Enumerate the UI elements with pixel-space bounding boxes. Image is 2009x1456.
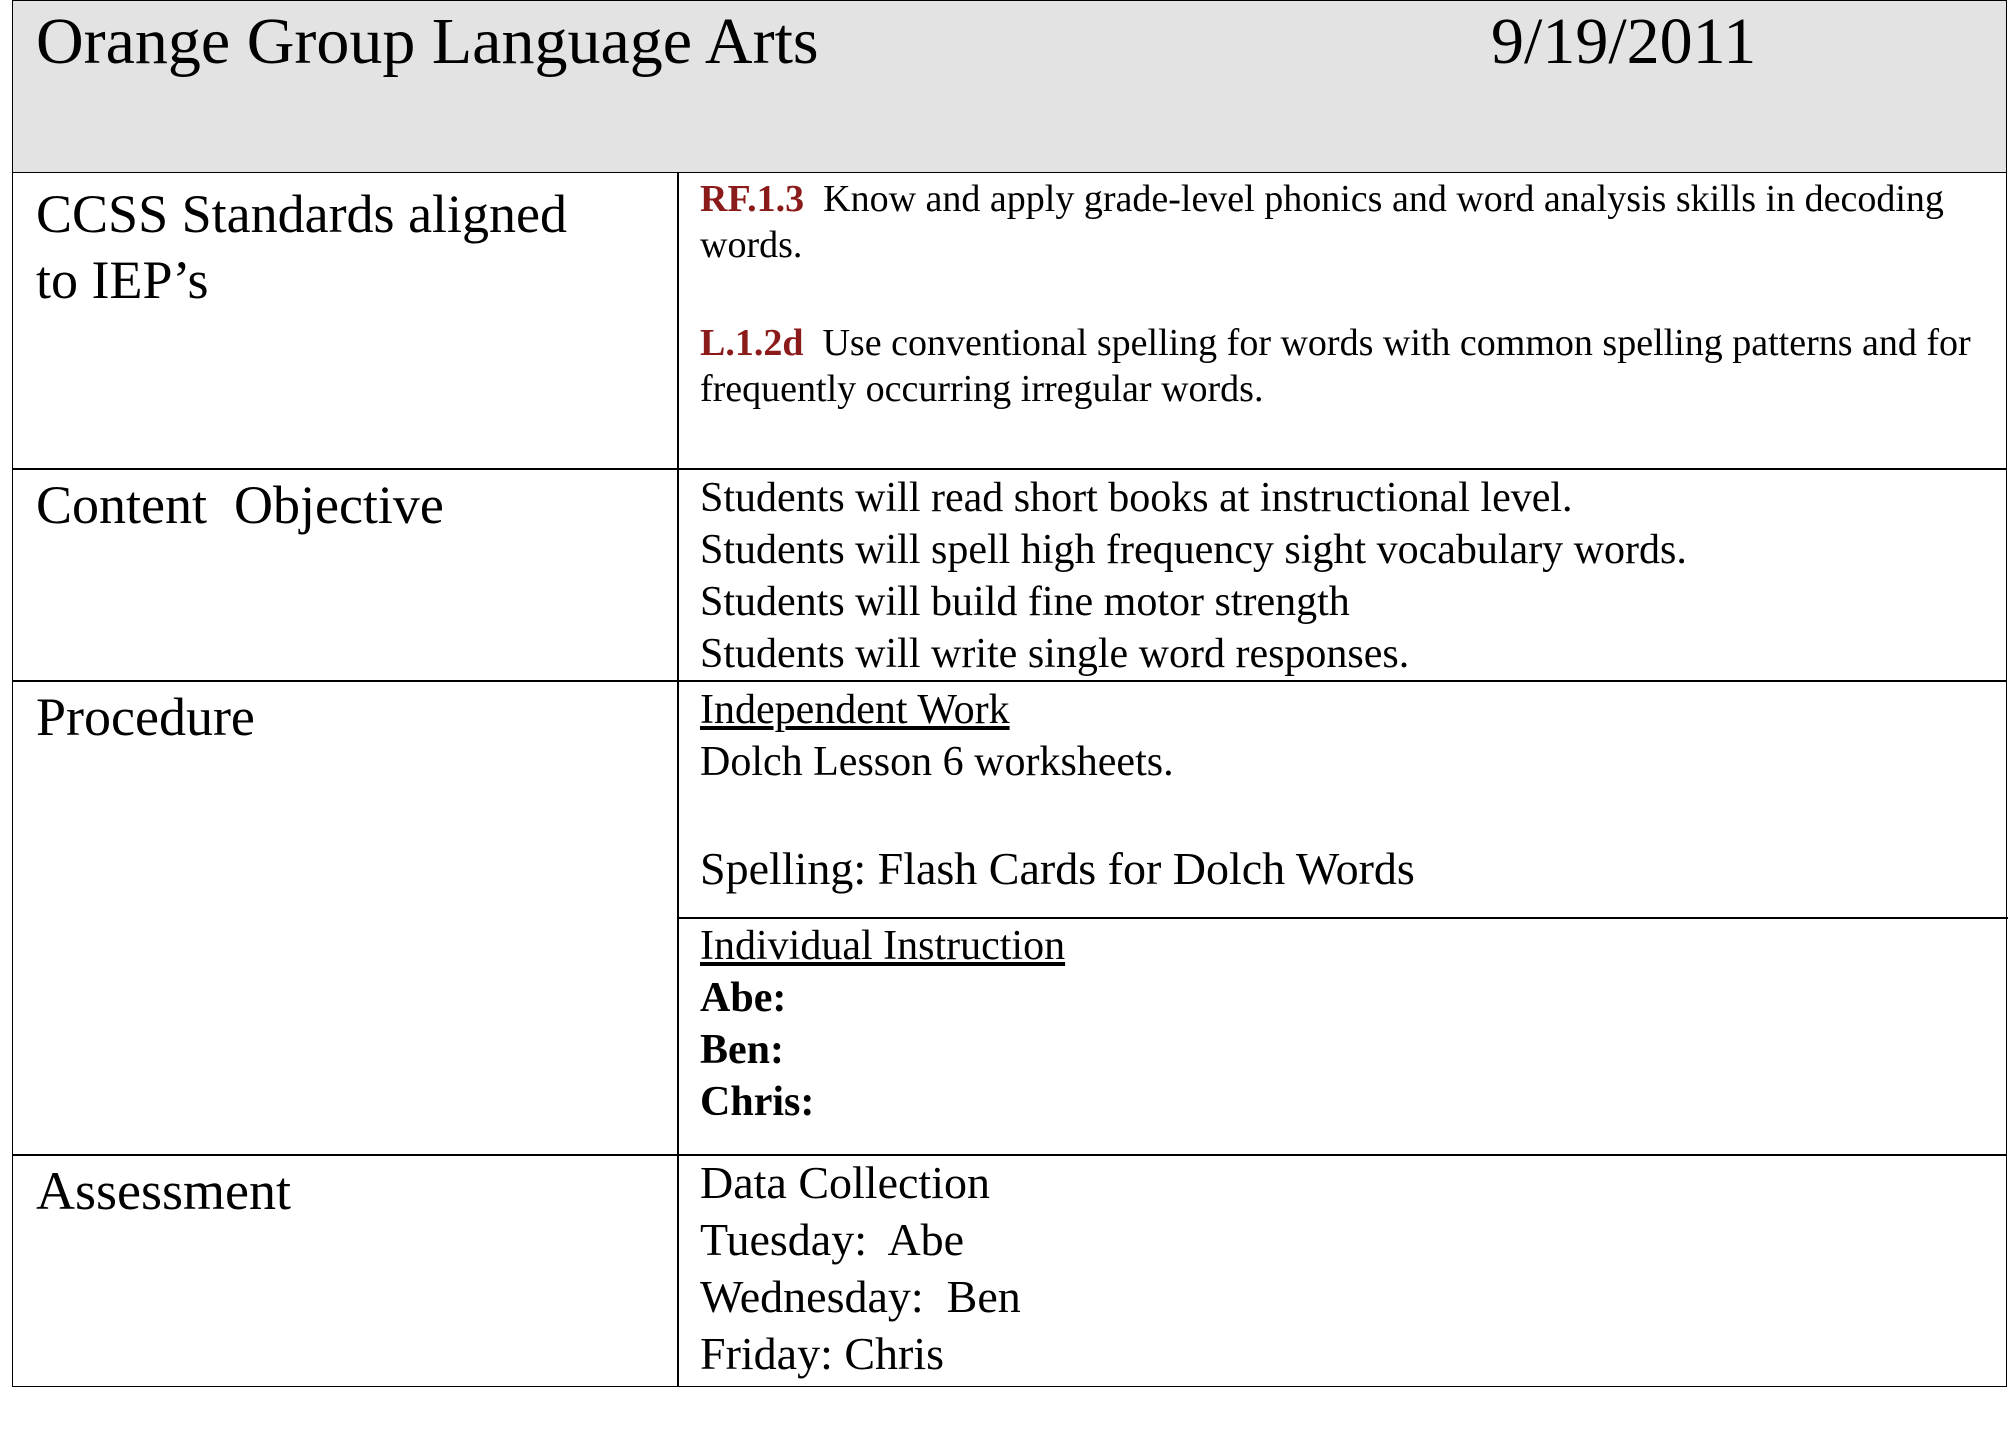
content-objective-list [700,472,1990,680]
standard-code: RF.1.3 [700,178,805,220]
header-bar [12,0,2007,173]
assessment-line: Data Collection [700,1157,990,1208]
student-name: Abe: [700,975,787,1021]
independent-work-cell [700,684,1990,897]
standards-list [700,176,1990,412]
content-objective-label: Content Objective [36,475,444,535]
cell-divider [677,917,2008,919]
lesson-table [12,172,2007,1387]
column-divider [677,172,679,1386]
procedure-label: Procedure [36,687,255,747]
student-name: Ben: [700,1027,784,1073]
standard-text: Know and apply grade-level phonics and word analysis skills in decoding words. [700,178,1944,266]
assessment-line: Wednesday: Ben [700,1271,1021,1322]
spelling-text: Spelling: Flash Cards for Dolch Words [700,843,1415,894]
page-title: Orange Group Language Arts [36,5,819,78]
objective-line: Students will build fine motor strength [700,579,1350,625]
standards-label: CCSS Standards aligned to IEP’s [36,184,568,310]
lesson-plan-sheet [12,0,2009,1387]
standard-item [700,176,1990,268]
individual-instruction-heading: Individual Instruction [700,923,1066,969]
assessment-line: Friday: Chris [700,1328,945,1379]
standard-text: Use conventional spelling for words with common spelling patterns and for frequently occurring irregular words. [700,322,1971,410]
assessment-list [700,1154,1990,1382]
assessment-line: Tuesday: Abe [700,1214,965,1265]
objective-line: Students will spell high frequency sight vocabulary words. [700,527,1687,573]
row-divider [13,468,2006,470]
individual-instruction-cell [700,920,1990,1128]
objective-line: Students will read short books at instructional level. [700,475,1573,521]
assessment-label: Assessment [36,1161,291,1221]
student-name: Chris: [700,1079,815,1125]
standard-code: L.1.2d [700,322,804,364]
standard-item [700,320,1990,412]
row-divider [13,680,2006,682]
independent-work-heading: Independent Work [700,687,1010,733]
lesson-date: 9/19/2011 [1491,5,1757,78]
objective-line: Students will write single word responses. [700,631,1410,677]
independent-work-text: Dolch Lesson 6 worksheets. [700,739,1174,785]
